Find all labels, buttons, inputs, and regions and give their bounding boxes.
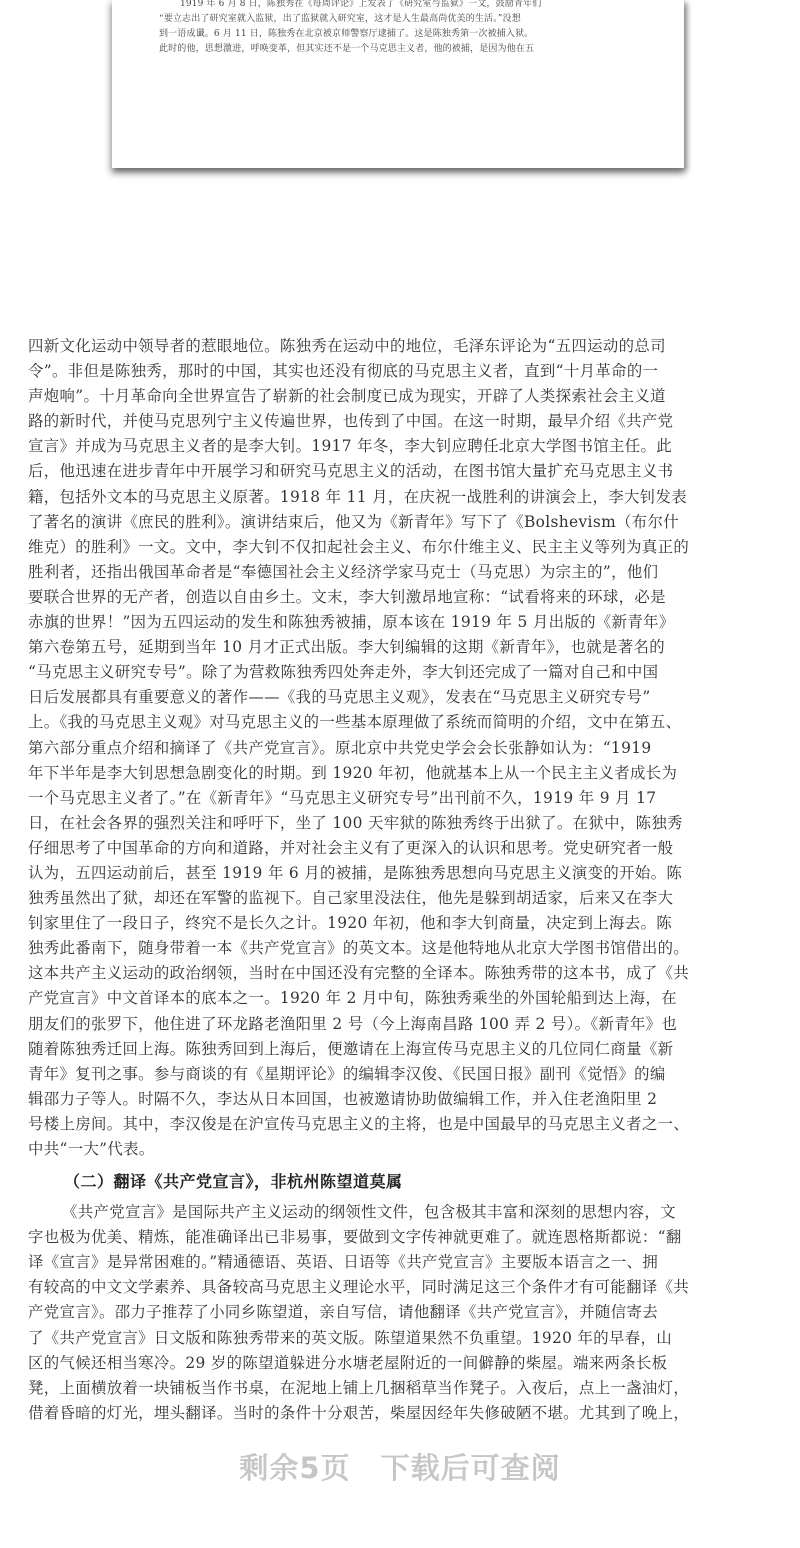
previous-page-preview: [112, 0, 684, 168]
download-to-view-hint: 下载后可查阅: [380, 1451, 561, 1485]
text-line: 四新文化运动中领导者的惹眼地位。陈独秀在运动中的地位，毛泽东评论为“五四运动的总司: [28, 337, 666, 355]
text-line: 辑邵力子等人。时隔不久，李达从日本回国，也被邀请协助做编辑工作，并入住老渔阳里 2: [28, 1089, 658, 1108]
text-line: 《共产党宣言》是国际共产主义运动的纲领性文件，包含极其丰富和深刻的思想内容，文: [62, 1203, 676, 1222]
preview-line: “要立志出了研究室就入监狱，出了监狱就入研究室，这才是人生最高尚优美的生活。”没想: [159, 14, 521, 24]
text-line: 号楼上房间。其中，李汉俊是在沪宣传马克思主义的主将，也是中国最早的马克思主义者之一、: [28, 1114, 690, 1133]
text-line: 朋友们的张罗下，他住进了环龙路老渔阳里 2 号（今上海南昌路 100 弄 2 号）。《新青年》也: [28, 1014, 678, 1033]
section-heading: （二）翻译《共产党宣言》，非杭州陈望道莫属: [64, 1172, 403, 1192]
text-line: 日后发展都具有重要意义的著作——《我的马克思主义观》，发表在“马克思主义研究专号”: [28, 688, 651, 707]
text-line: 籍，包括外文本的马克思主义原著。1918 年 11 月，在庆祝一战胜利的讲演会上，李大钊发表: [28, 487, 687, 506]
remaining-pages-banner[interactable]: [0, 1446, 800, 1487]
text-line: 仔细思考了中国革命的方向和道路，并对社会主义有了更深入的认识和思考。党史研究者一般: [28, 838, 674, 857]
paragraph-translation: [28, 1200, 778, 1426]
text-line: 维克）的胜利》一文。文中，李大钊不仅扣起社会主义、布尔什维主义、民主主义等列为真正的: [28, 537, 690, 556]
text-line: 区的气候还相当寒冷。29 岁的陈望道躲进分水塘老屋附近的一间僻静的柴屋。端来两条长板: [28, 1353, 668, 1372]
preview-line: 到一语成谶。6 月 11 日，陈独秀在北京被京师警察厅逮捕了。这是陈独秀第一次被捕入狱。: [159, 29, 534, 39]
text-line: 独秀此番南下，随身带着一本《共产党宣言》的英文本。这是他特地从北京大学图书馆借出的。: [28, 939, 690, 958]
text-line: 青年》复刊之事。参与商谈的有《星期评论》的编辑李汉俊、《民国日报》副刊《觉悟》的编: [28, 1064, 666, 1083]
text-line: 一个马克思主义者了。”在《新青年》“马克思主义研究专号”出刊前不久，1919 年 9 月 17: [28, 788, 657, 807]
text-line: 了著名的演讲《庶民的胜利》。演讲结束后，他又为《新青年》写下了《Bolshevism（布尔什: [28, 512, 679, 531]
preview-line: 此时的他，思想激进，呼唤变革，但其实还不是一个马克思主义者，他的被捕，是因为他在五: [159, 44, 535, 54]
text-line: 这本共产主义运动的政治纲领，当时在中国还没有完整的全译本。陈独秀带的这本书，成了《共: [28, 964, 690, 983]
text-line: 钊家里住了一段日子，终究不是长久之计。1920 年初，他和李大钊商量，决定到上海去。陈: [28, 914, 672, 933]
paragraph-continuation: [28, 334, 778, 1162]
text-line: 年下半年是李大钊思想急剧变化的时期。到 1920 年初，他就基本上从一个民主主义者成长为: [28, 763, 678, 782]
text-line: 第六卷第五号，延期到当年 10 月才正式出版。李大钊编辑的这期《新青年》，也就是著名的: [28, 638, 665, 657]
text-line: 第六部分重点介绍和摘译了《共产党宣言》。原北京中共党史学会会长张静如认为：“1919: [28, 738, 652, 757]
text-line: 路的新时代，并使马克思列宁主义传遍世界，也传到了中国。在这一时期，最早介绍《共产党: [28, 412, 674, 431]
text-line: 上。《我的马克思主义观》对马克思主义的一些基本原理做了系统而简明的介绍，文中在第五、: [28, 713, 682, 732]
text-line: 日，在社会各界的强烈关注和呼吁下，坐了 100 天牢狱的陈独秀终于出狱了。在狱中，陈独秀: [28, 813, 683, 832]
text-line: 宣言》并成为马克思主义者的是李大钊。1917 年冬，李大钊应聘任北京大学图书馆主任。此: [28, 437, 672, 456]
text-line: 赤旗的世界！”因为五四运动的发生和陈独秀被捕，原本该在 1919 年 5 月出版的《新青年》: [28, 613, 675, 632]
text-line: 字也极为优美、精炼，能准确译出已非易事，要做到文字传神就更难了。就连恩格斯都说：“翻: [28, 1228, 682, 1247]
text-line: “马克思主义研究专号”。除了为营救陈独秀四处奔走外，李大钊还完成了一篇对自己和中国: [28, 663, 659, 682]
text-line: 令”。非但是陈独秀，那时的中国，其实也还没有彻底的马克思主义者，直到“十月革命的一: [28, 362, 659, 381]
text-line: 胜利者，还指出俄国革命者是“奉德国社会主义经济学家马克士（马克思）为宗主的”，他们: [28, 562, 659, 581]
text-line: 声炮响”。十月革命向全世界宣告了崭新的社会制度已成为现实，开辟了人类探索社会主义道: [28, 387, 666, 406]
text-line: 要联合世界的无产者，创造以自由乡土。文末，李大钊激昂地宣称：“试看将来的环球，必是: [28, 587, 666, 606]
text-line: 借着昏暗的灯光，埋头翻译。当时的条件十分艰苦，柴屋因经年失修破陋不堪。尤其到了晚上，: [28, 1403, 690, 1422]
text-line: 认为，五四运动前后，甚至 1919 年 6 月的被捕，是陈独秀思想向马克思主义演变的开始。陈: [28, 863, 683, 882]
document-body: [28, 334, 778, 1426]
text-line: 独秀虽然出了狱，却还在军警的监视下。自己家里没法住，他先是躲到胡适家，后来又在李大: [28, 889, 674, 908]
text-line: 中共“一大”代表。: [28, 1140, 155, 1158]
text-line: 后，他迅速在进步青年中开展学习和研究马克思主义的活动，在图书馆大量扩充马克思主义书: [28, 462, 674, 481]
text-line: 译《宣言》是异常困难的。”精通德语、英语、日语等《共产党宣言》主要版本语言之一、拥: [28, 1253, 659, 1272]
text-line: 凳，上面横放着一块铺板当作书桌，在泥地上铺上几捆稻草当作凳子。入夜后，点上一盏油灯，: [28, 1378, 690, 1397]
text-line: 了《共产党宣言》日文版和陈独秀带来的英文版。陈望道果然不负重望。1920 年的早春，山: [28, 1328, 672, 1347]
text-line: 有较高的中文文学素养、具备较高马克思主义理论水平，同时满足这三个条件才有可能翻译《共: [28, 1278, 690, 1297]
text-line: 产党宣言》中文首译本的底本之一。1920 年 2 月中旬，陈独秀乘坐的外国轮船到达上海，在: [28, 989, 677, 1008]
remaining-pages-count: 剩余5页: [239, 1451, 351, 1485]
preview-line: 1919 年 6 月 8 日，陈独秀在《每周评论》上发表了《研究室与监狱》一文，鼓励青年们: [180, 0, 542, 9]
text-line: 随着陈独秀迁回上海。陈独秀回到上海后，便邀请在上海宣传马克思主义的几位同仁商量《新: [28, 1039, 674, 1058]
text-line: 产党宣言》。邵力子推荐了小同乡陈望道，亲自写信，请他翻译《共产党宣言》，并随信寄去: [28, 1303, 658, 1322]
